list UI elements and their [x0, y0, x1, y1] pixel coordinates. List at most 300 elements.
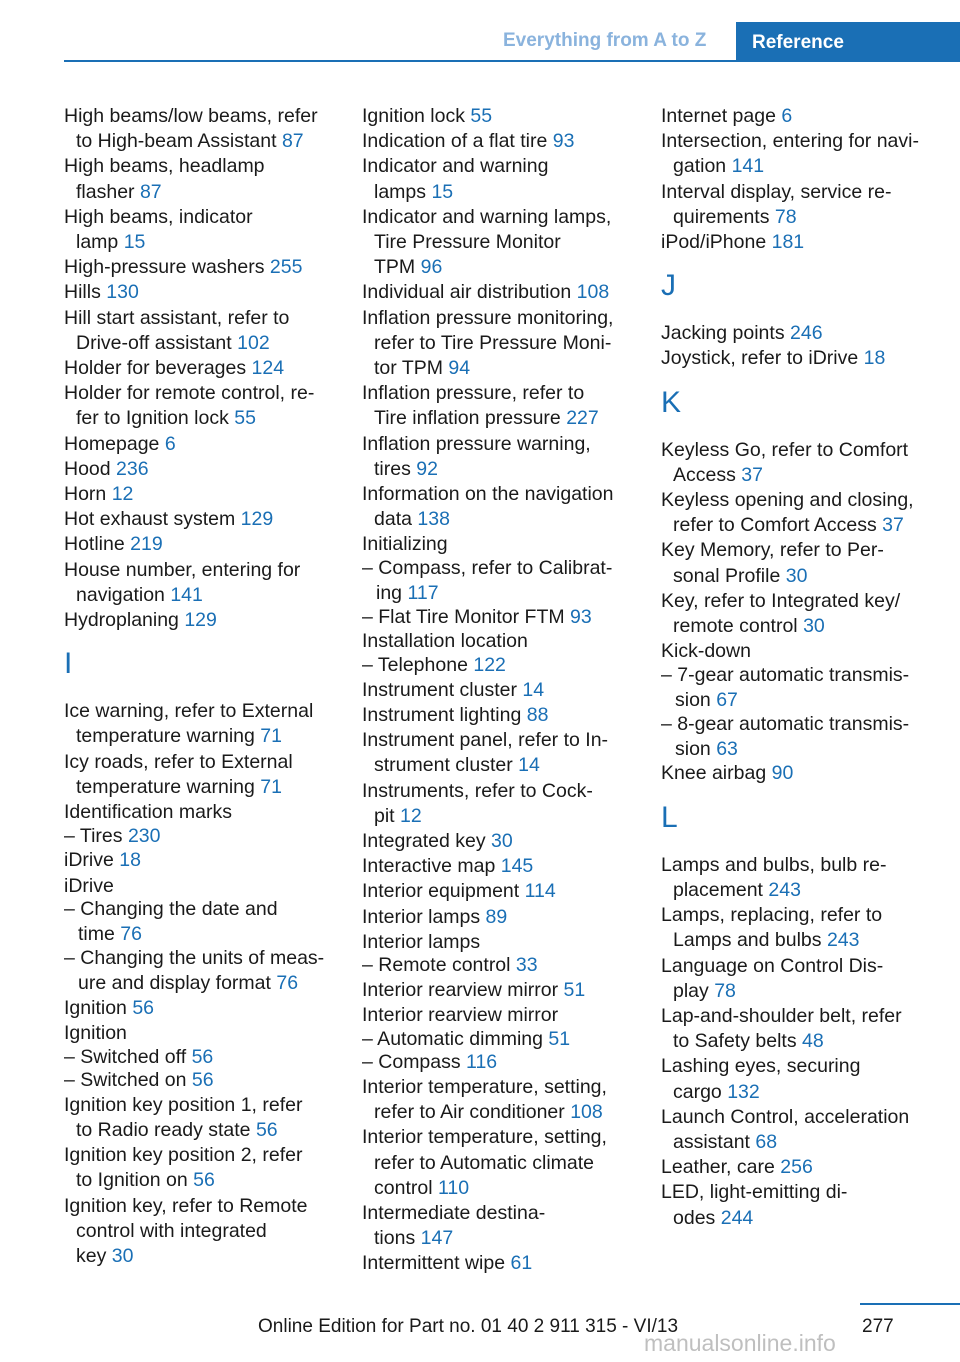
entry-text: Ignition — [64, 996, 127, 1019]
index-entry — [362, 532, 642, 557]
page-reference-link[interactable]: 37 — [882, 514, 904, 537]
index-entry — [362, 978, 642, 1003]
entry-text: lamps — [374, 180, 427, 203]
entry-text: Inflation pressure monitoring, — [362, 306, 614, 329]
page-reference-link[interactable]: 56 — [193, 1169, 215, 1192]
page-reference-link[interactable]: 76 — [120, 923, 142, 946]
entry-text: ing — [376, 582, 403, 605]
entry-text: lamp — [76, 231, 119, 254]
index-entry — [661, 853, 951, 903]
page-reference-link[interactable]: 55 — [234, 407, 256, 430]
page-reference-link[interactable]: 94 — [448, 357, 471, 380]
entry-text: Leather, care — [661, 1156, 775, 1179]
index-entry — [661, 538, 951, 588]
page-reference-link[interactable]: 108 — [570, 1101, 603, 1124]
entry-text: Ignition key, refer to Remote — [64, 1194, 308, 1217]
page-reference-link[interactable]: 87 — [139, 180, 162, 203]
entry-text: to Radio ready state — [76, 1118, 251, 1141]
entry-text: strument cluster — [374, 754, 513, 777]
index-entry — [362, 879, 642, 904]
entry-text: Instrument lighting — [362, 703, 522, 726]
index-entry — [64, 457, 344, 482]
page-reference-link[interactable]: 56 — [255, 1118, 278, 1141]
page-reference-link[interactable]: 96 — [420, 256, 443, 279]
page-reference-link[interactable]: 141 — [170, 583, 203, 606]
entry-text: Integrated key — [362, 829, 486, 852]
entry-text: Instrument panel, refer to In- — [362, 729, 609, 752]
entry-text: Ignition lock — [362, 105, 465, 127]
index-entry — [362, 930, 642, 955]
entry-text: sion — [675, 689, 711, 712]
entry-text: Indicator and warning — [362, 155, 549, 178]
index-entry — [64, 1021, 344, 1046]
index-entry — [661, 954, 951, 1004]
entry-text: Keyless opening and closing, — [661, 489, 914, 512]
index-entry — [661, 129, 951, 179]
page-reference-link[interactable]: 18 — [119, 849, 141, 872]
index-letter-heading: J — [661, 269, 676, 303]
entry-text: Intermediate destina- — [362, 1202, 546, 1224]
page-reference-link[interactable]: 93 — [552, 130, 575, 153]
page-reference-link[interactable]: 124 — [251, 357, 285, 380]
page-reference-link[interactable]: 87 — [281, 130, 304, 153]
index-entry — [661, 104, 951, 129]
entry-text: sonal Profile — [673, 564, 781, 587]
entry-text: to Ignition on — [76, 1169, 188, 1192]
page-reference-link[interactable]: 48 — [802, 1030, 824, 1053]
entry-text: to Safety belts — [673, 1030, 797, 1053]
entry-text: tires — [374, 457, 411, 480]
entry-text: iDrive — [64, 849, 114, 872]
index-entry — [661, 1180, 951, 1230]
entry-text: Drive-off assistant — [76, 331, 232, 354]
entry-text: Lamps, replacing, refer to — [661, 904, 883, 927]
index-entry — [64, 205, 344, 255]
entry-text: refer to Tire Pressure Moni- — [374, 331, 612, 354]
entry-text: Intermittent wipe — [362, 1252, 506, 1275]
entry-text: Lashing eyes, securing — [661, 1055, 861, 1078]
entry-text: – Tires — [64, 824, 123, 847]
entry-text: Ignition key position 1, refer — [64, 1093, 303, 1116]
entry-text: Intersection, entering for navi- — [661, 130, 919, 153]
index-letter-heading: L — [661, 800, 678, 834]
page-reference-link[interactable]: 219 — [130, 533, 163, 556]
entry-text: navigation — [76, 583, 165, 606]
entry-text: TPM — [374, 256, 416, 279]
entry-text: – Telephone — [362, 654, 468, 677]
entry-text: Kick-down — [661, 640, 751, 663]
index-subentry — [362, 1027, 642, 1052]
page-reference-link[interactable]: 14 — [518, 754, 540, 777]
entry-text: Interval display, service re- — [661, 180, 892, 203]
entry-text: Instruments, refer to Cock- — [362, 779, 593, 802]
entry-text: Jacking points — [661, 322, 785, 345]
page-reference-link[interactable]: 61 — [510, 1252, 533, 1275]
index-entry — [64, 104, 344, 154]
entry-text: flasher — [76, 180, 135, 203]
page-reference-link[interactable]: 14 — [522, 678, 545, 701]
index-entry — [362, 779, 642, 829]
index-entry — [661, 1155, 951, 1180]
index-entry — [362, 854, 642, 879]
index-entry — [362, 205, 642, 281]
entry-text: Tire Pressure Monitor — [374, 231, 561, 254]
entry-text: Hot exhaust system — [64, 508, 236, 531]
index-entry — [362, 129, 642, 154]
index-entry — [362, 829, 642, 854]
page-reference-link[interactable]: 117 — [407, 582, 439, 605]
index-entry — [64, 356, 344, 381]
entry-text: iDrive — [64, 874, 114, 897]
index-entry — [64, 1093, 344, 1143]
entry-text: Indication of a flat tire — [362, 130, 548, 153]
index-entry — [362, 154, 642, 204]
entry-text: odes — [673, 1206, 716, 1229]
page-reference-link[interactable]: 236 — [116, 457, 149, 480]
index-entry — [362, 432, 642, 482]
entry-text: Joystick, refer to iDrive — [661, 347, 859, 370]
entry-text: Internet page — [661, 105, 776, 127]
index-entry — [362, 1075, 642, 1125]
entry-text: LED, light-emitting di- — [661, 1181, 848, 1204]
header-section-title: Everything from A to Z — [503, 30, 707, 51]
index-entry — [64, 699, 344, 749]
page-reference-link[interactable]: 30 — [803, 615, 825, 638]
entry-text: Hood — [64, 457, 111, 480]
page-reference-link[interactable]: 15 — [431, 180, 454, 203]
index-entry — [661, 230, 951, 255]
index-entry — [64, 750, 344, 800]
page-reference-link[interactable]: 6 — [781, 105, 793, 127]
page-reference-link[interactable]: 88 — [526, 703, 549, 726]
index-subentry — [64, 1045, 344, 1070]
page-reference-link[interactable]: 244 — [720, 1206, 754, 1229]
page-reference-link[interactable]: 56 — [191, 1045, 214, 1068]
entry-text: remote control — [673, 615, 798, 638]
entry-text: Launch Control, acceleration — [661, 1105, 910, 1128]
entry-text: Key Memory, refer to Per- — [661, 539, 884, 562]
entry-text: Holder for remote control, re- — [64, 382, 315, 405]
index-entry — [64, 507, 344, 532]
index-subentry — [64, 946, 344, 996]
entry-text: cargo — [673, 1080, 722, 1103]
index-entry — [362, 678, 642, 703]
index-entry — [362, 381, 642, 431]
index-entry — [362, 482, 642, 532]
index-column-3 — [661, 104, 951, 1231]
index-entry — [362, 280, 642, 305]
entry-text: Icy roads, refer to External — [64, 750, 293, 773]
index-entry — [362, 703, 642, 728]
index-entry — [661, 180, 951, 230]
index-entry — [64, 280, 344, 305]
index-entry — [661, 346, 951, 371]
entry-text: Lap-and-shoulder belt, refer — [661, 1004, 902, 1027]
entry-text: Homepage — [64, 432, 160, 455]
entry-text: Interior temperature, setting, — [362, 1126, 607, 1149]
entry-text: Access — [673, 463, 736, 486]
entry-text: Language on Control Dis- — [661, 954, 884, 977]
page-reference-link[interactable]: 33 — [515, 954, 538, 977]
page-reference-link[interactable]: 56 — [132, 996, 155, 1019]
index-entry — [64, 848, 344, 873]
entry-text: – Automatic dimming — [362, 1027, 543, 1050]
index-entry — [661, 589, 951, 639]
index-entry — [64, 154, 344, 204]
entry-text: Instrument cluster — [362, 678, 517, 701]
index-entry — [362, 1201, 642, 1251]
entry-text: Holder for beverages — [64, 357, 247, 380]
entry-text: data — [374, 508, 412, 531]
entry-text: Ignition — [64, 1021, 127, 1044]
footer-rule — [860, 1303, 960, 1305]
entry-text: assistant — [673, 1130, 750, 1153]
entry-text: Interior equipment — [362, 880, 520, 903]
page-reference-link[interactable]: 110 — [437, 1176, 470, 1199]
index-entry — [661, 1004, 951, 1054]
entry-text: refer to Automatic climate — [374, 1151, 595, 1174]
index-entry — [661, 488, 951, 538]
page-reference-link[interactable]: 78 — [714, 979, 736, 1002]
page-reference-link[interactable]: 227 — [566, 407, 599, 430]
index-entry — [64, 432, 344, 457]
entry-text: placement — [673, 878, 763, 901]
entry-text: Keyless Go, refer to Comfort — [661, 438, 909, 461]
page-reference-link[interactable]: 6 — [164, 432, 176, 455]
entry-text: – 7-gear automatic transmis- — [661, 663, 910, 686]
index-column-1 — [64, 104, 344, 1269]
entry-text: Inflation pressure warning, — [362, 432, 591, 455]
entry-text: Hills — [64, 281, 101, 304]
page-reference-link[interactable]: 243 — [826, 929, 860, 952]
page-reference-link[interactable]: 114 — [524, 880, 556, 903]
page-reference-link[interactable]: 55 — [470, 105, 493, 127]
entry-text: to High-beam Assistant — [76, 130, 277, 153]
page-reference-link[interactable]: 71 — [260, 725, 282, 748]
entry-text: Lamps and bulbs — [673, 929, 822, 952]
entry-text: High beams/low beams, refer — [64, 105, 318, 127]
page-reference-link[interactable]: 15 — [123, 231, 146, 254]
entry-text: pit — [374, 804, 395, 827]
entry-text: High beams, indicator — [64, 205, 253, 228]
entry-text: Hotline — [64, 533, 125, 556]
index-subentry — [64, 897, 344, 947]
page-reference-link[interactable]: 243 — [768, 878, 801, 901]
entry-text: House number, entering for — [64, 558, 301, 581]
entry-text: Identification marks — [64, 801, 232, 824]
entry-text: refer to Air conditioner — [374, 1101, 565, 1124]
entry-text: Hill start assistant, refer to — [64, 306, 290, 329]
entry-text: key — [76, 1244, 107, 1267]
index-entry — [64, 800, 344, 825]
entry-text: play — [673, 979, 709, 1002]
index-entry — [64, 482, 344, 507]
page-reference-link[interactable]: 71 — [260, 775, 282, 798]
entry-text: – 8-gear automatic transmis- — [661, 712, 910, 735]
entry-text: tor TPM — [374, 357, 443, 380]
entry-text: time — [78, 923, 115, 946]
entry-text: Interior temperature, setting, — [362, 1075, 607, 1098]
index-entry — [362, 629, 642, 654]
entry-text: Interior rearview mirror — [362, 978, 559, 1001]
entry-text: High-pressure washers — [64, 256, 265, 279]
entry-text: – Changing the date and — [64, 898, 278, 921]
page-reference-link[interactable]: 256 — [780, 1156, 813, 1179]
index-entry — [661, 1054, 951, 1104]
index-entry — [362, 905, 642, 930]
index-entry — [64, 558, 344, 608]
page-reference-link[interactable]: 63 — [716, 737, 738, 760]
index-entry — [661, 1105, 951, 1155]
index-entry — [362, 1003, 642, 1028]
index-entry — [362, 1251, 642, 1276]
page-reference-link[interactable]: 89 — [485, 905, 508, 928]
page-reference-link[interactable]: 141 — [731, 155, 765, 178]
entry-text: Tire inflation pressure — [374, 407, 561, 430]
page-reference-link[interactable]: 138 — [417, 508, 450, 531]
entry-text: ure and display format — [78, 972, 271, 995]
index-subentry — [661, 712, 951, 762]
entry-text: Key, refer to Integrated key/ — [661, 589, 901, 612]
page-reference-link[interactable]: 18 — [863, 347, 886, 370]
index-entry — [362, 306, 642, 382]
page-reference-link[interactable]: 51 — [563, 978, 586, 1001]
index-subentry — [64, 824, 344, 849]
index-subentry — [362, 953, 642, 978]
entry-text: Information on the navigation — [362, 483, 614, 506]
entry-text: Interior rearview mirror — [362, 1004, 559, 1027]
page-reference-link[interactable]: 246 — [790, 322, 823, 345]
entry-text: gation — [673, 155, 727, 178]
index-subentry — [362, 556, 642, 606]
header-tab-reference: Reference — [736, 22, 960, 62]
entry-text: Inflation pressure, refer to — [362, 382, 585, 405]
page-reference-link[interactable]: 116 — [466, 1051, 498, 1074]
page-reference-link[interactable]: 255 — [269, 256, 303, 279]
index-entry — [64, 874, 344, 899]
entry-text: Interactive map — [362, 855, 496, 878]
page-reference-link[interactable]: 68 — [755, 1130, 778, 1153]
page-reference-link[interactable]: 12 — [400, 804, 422, 827]
index-entry — [362, 1125, 642, 1201]
index-entry — [661, 321, 951, 346]
index-entry — [661, 761, 951, 786]
entry-text: Hydroplaning — [64, 609, 179, 632]
entry-text: – Switched on — [64, 1069, 187, 1092]
entry-text: Individual air distribution — [362, 281, 572, 304]
index-subentry — [661, 663, 951, 713]
entry-text: – Remote control — [362, 954, 511, 977]
index-entry — [64, 1143, 344, 1193]
entry-text: tions — [374, 1227, 416, 1250]
index-entry — [362, 104, 642, 129]
entry-text: – Changing the units of meas- — [64, 946, 325, 969]
index-entry — [64, 996, 344, 1021]
index-entry — [64, 608, 344, 633]
page-reference-link[interactable]: 147 — [420, 1227, 454, 1250]
entry-text: Ice warning, refer to External — [64, 700, 314, 723]
page-reference-link[interactable]: 90 — [771, 762, 794, 785]
page-reference-link[interactable]: 129 — [184, 609, 217, 632]
index-subentry — [64, 1068, 344, 1093]
entry-text: iPod/iPhone — [661, 231, 767, 254]
index-entry — [64, 1194, 344, 1270]
entry-text: fer to Ignition lock — [76, 407, 229, 430]
page-reference-link[interactable]: 129 — [240, 508, 274, 531]
entry-text: control — [374, 1176, 433, 1199]
page-reference-link[interactable]: 122 — [473, 654, 506, 677]
index-entry — [661, 438, 951, 488]
page-reference-link[interactable]: 230 — [127, 824, 161, 847]
entry-text: Installation location — [362, 630, 528, 653]
index-entry — [64, 306, 344, 356]
entry-text: – Switched off — [64, 1045, 187, 1068]
page-reference-link[interactable]: 102 — [237, 331, 270, 354]
page-reference-link[interactable]: 130 — [106, 281, 139, 304]
page-reference-link[interactable]: 78 — [774, 205, 797, 228]
index-subentry — [362, 1050, 642, 1075]
index-entry — [64, 532, 344, 557]
index-entry — [64, 255, 344, 280]
entry-text: temperature warning — [76, 775, 255, 798]
entry-text: Indicator and warning lamps, — [362, 205, 612, 228]
header-rule — [64, 60, 960, 62]
page-reference-link[interactable]: 108 — [576, 281, 610, 304]
watermark: manualsonline.info — [644, 1330, 836, 1356]
page-reference-link[interactable]: 92 — [416, 457, 438, 480]
page-reference-link[interactable]: 12 — [111, 483, 134, 506]
entry-text: refer to Comfort Access — [673, 514, 877, 537]
footer-edition-text: Online Edition for Part no. 01 40 2 911 315 - VI/13 — [258, 1316, 679, 1337]
entry-text: Knee airbag — [661, 762, 767, 785]
index-letter-heading: K — [661, 385, 682, 419]
entry-text: – Flat Tire Monitor FTM — [362, 605, 565, 628]
page-number: 277 — [862, 1316, 894, 1337]
entry-text: Lamps and bulbs, bulb re- — [661, 853, 887, 876]
entry-text: Interior lamps — [362, 905, 481, 928]
page-reference-link[interactable]: 30 — [785, 564, 808, 587]
page-reference-link[interactable]: 37 — [741, 463, 763, 486]
entry-text: control with integrated — [76, 1219, 267, 1242]
entry-text: Initializing — [362, 533, 448, 556]
page-reference-link[interactable]: 51 — [548, 1027, 571, 1050]
index-entry — [64, 381, 344, 431]
page-reference-link[interactable]: 145 — [500, 855, 534, 878]
index-column-2 — [362, 104, 642, 1277]
page-reference-link[interactable]: 67 — [716, 689, 738, 712]
entry-text: Ignition key position 2, refer — [64, 1144, 303, 1167]
page-reference-link[interactable]: 56 — [191, 1069, 214, 1092]
page-reference-link[interactable]: 132 — [727, 1080, 760, 1103]
entry-text: temperature warning — [76, 725, 255, 748]
index-entry — [661, 639, 951, 664]
page-reference-link[interactable]: 30 — [491, 829, 513, 852]
index-letter-heading: I — [64, 647, 73, 681]
page-reference-link[interactable]: 76 — [276, 972, 299, 995]
page-reference-link[interactable]: 181 — [771, 231, 805, 254]
index-subentry — [362, 653, 642, 678]
index-subentry — [362, 605, 642, 630]
entry-text: sion — [675, 737, 711, 760]
page-reference-link[interactable]: 93 — [570, 605, 592, 628]
page-reference-link[interactable]: 30 — [111, 1244, 134, 1267]
entry-text: quirements — [673, 205, 770, 228]
entry-text: Interior lamps — [362, 930, 481, 953]
index-entry — [661, 903, 951, 953]
entry-text: Horn — [64, 483, 107, 506]
entry-text: – Compass — [362, 1051, 461, 1074]
entry-text: High beams, headlamp — [64, 155, 265, 178]
